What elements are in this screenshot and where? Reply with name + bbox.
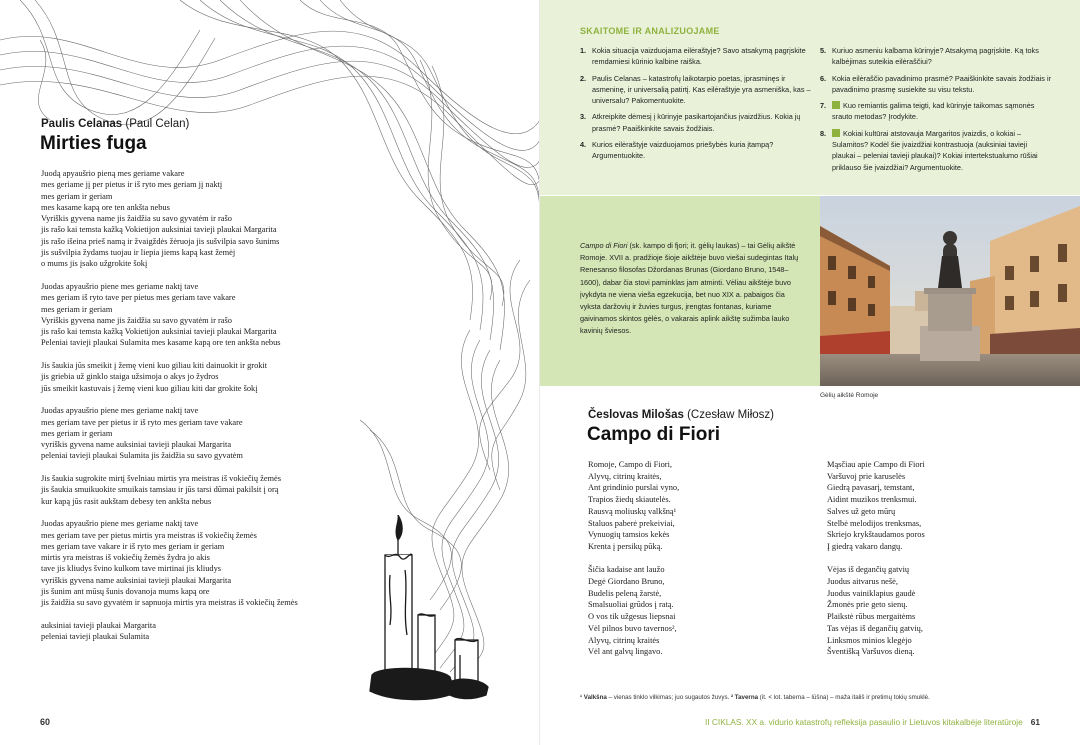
question-number: 4. [580, 140, 587, 150]
questions-column-left [580, 45, 812, 167]
questions-column-right [820, 45, 1052, 178]
question-text: Kuriuo asmeniu kalbama kūrinyje? Atsakymą pagrįskite. Ką toks kalbėjimas suteikia eilėraščiui? [832, 46, 1039, 67]
question-body [592, 111, 812, 134]
poem-author [41, 118, 189, 130]
poem-line: mes geriame jį per pietus ir iš ryto mes geriam jį naktį [41, 180, 223, 190]
poem-title: Mirties fuga [40, 133, 147, 154]
question-text: Paulis Celanas – katastrofų laikotarpio poetas, įprasminęs ir asmeninę, ir universalią patirtį. Kas eilėraštyje yra asmeniška, kas – universalu? Pakomentuokite. [592, 73, 811, 106]
author-name: Paulis Celanas [41, 118, 123, 130]
poem-line: Peleniai tavieji plaukai Sulamita mes kasame kapą ore ten ankšta nebus [41, 338, 281, 348]
poem-line: mes geriam ir geriam [41, 428, 113, 438]
poem-stanza [588, 459, 788, 553]
poem-line: Juodus vainiklapius gaudė [827, 588, 916, 598]
poem-line: mes geriam tave per pietus mirtis yra meistras iš vokiečių žemės [41, 530, 257, 540]
poem-stanza [588, 564, 788, 658]
question-item [580, 45, 812, 68]
poem-line: Jis šaukia jūs smeikit į žemę vieni kuo giliau kiti dainuokit ir grokit [41, 361, 268, 371]
poem-line: Juodą apyaušrio pieną mes geriame vakare [41, 169, 185, 178]
poem2-column-right [827, 459, 1027, 670]
question-item [820, 73, 1052, 96]
poem-line: Budelis peleną žarstė, [588, 588, 662, 598]
author2-original-name: (Czesław Miłosz) [687, 409, 774, 421]
poem-line: peleniai tavieji plaukai Sulamita jis žaidžia su savo gyvatėm [41, 451, 243, 461]
poem-line: Romoje, Campo di Fiori, [588, 460, 672, 469]
question-number: 1. [580, 46, 587, 55]
question-item [820, 128, 1052, 173]
question-number: 3. [580, 112, 587, 122]
question-body [832, 100, 1052, 123]
author-original-name: (Paul Celan) [125, 118, 190, 130]
question-body [592, 139, 812, 162]
candles-illustration [360, 515, 505, 705]
poem-stanza [827, 459, 1027, 553]
poem-line: jūs smeikit kastuvais į žemę vieni kuo giliau kiti dar grokite šokį [41, 383, 258, 393]
poem-line: mes geriam tave vakare ir iš ryto mes geriam ir geriam [41, 541, 225, 551]
poem-line: Šventišką Varšuvos dieną. [827, 647, 915, 657]
poem-stanza [41, 518, 361, 608]
question-body [592, 73, 812, 107]
question-item [580, 139, 812, 162]
footnote-2-term: Taverna [734, 694, 759, 701]
question-item [580, 73, 812, 107]
poem-line: Degė Giordano Bruno, [588, 577, 665, 587]
poem-line: tave jis kliudys švino kulkom tave mirtinai jis kliudys [41, 564, 222, 574]
page-number-right: 61 [1030, 717, 1040, 727]
footnotes: ¹ Valkšna – vienas tinklo vilkimas; juo sugautos žuvys. ² Taverna (it. < lot. taberna – lūšna) – maža itališ ir pretimų tokių smuklė. [580, 694, 930, 701]
question-number: 7. [820, 101, 827, 111]
poem-line: Šičia kadaise ant laužo [588, 565, 665, 575]
poem-line: peleniai tavieji plaukai Sulamita [41, 632, 150, 642]
question-text: Kuo remiantis galima teigti, kad kūrinyje taikomas sąmonės srauto metodas? Įrodykite. [832, 101, 1035, 122]
poem-line: Vynuogių tamsios kekės [588, 530, 670, 540]
questions-heading: SKAITOME IR ANALIZUOJAME [580, 26, 720, 36]
poem-line: jis rašo išeina prieš namą ir žvaigždės žėruoja jis sušvilpia savo šunims [41, 236, 280, 246]
poem-line: Tas vėjas iš degančių gatvių, [827, 623, 923, 633]
poem2-author [588, 409, 774, 421]
poem-line: Smalsuoliai grūdos į ratą. [588, 600, 674, 610]
poem-stanza [41, 281, 361, 349]
poem-line: Juodas apyaušrio piene mes geriame naktį tave [41, 406, 199, 416]
question-number: 2. [580, 73, 587, 83]
poem-line: Plaikstė rūbus mergaitėms [827, 612, 916, 622]
poem-stanza [41, 405, 361, 461]
poem-line: o mums jis įsako užgrokite šokį [41, 259, 148, 269]
poem-line: Rausvą moliuskų valkšną¹ [588, 506, 677, 516]
poem-line: Staluos paberė prekeiviai, [588, 518, 675, 528]
running-footer [705, 717, 1040, 727]
poem-line: O vos tik užgesus liepsnai [588, 612, 676, 622]
info-term: Campo di Fiori [580, 241, 628, 250]
poem-line: kur kapą jūs rasit aukštam debesy ten ankšta nebus [41, 496, 212, 506]
question-text: Kokia eilėraščio pavadinimo prasmė? Paaiškinkite savais žodžiais ir pavadinimo prasmę susiekite su visu tekstu. [832, 73, 1052, 94]
poem-line: Vyriškis gyvena name jis žaidžia su savo gyvatėm ir rašo [41, 214, 232, 224]
poem-stanza [41, 168, 361, 270]
question-text: Atkreipkite dėmesį į kūrinyje pasikartojančius įvaizdžius. Kokia jų prasmė? Paaiškinkite savais žodžiais. [592, 112, 801, 133]
page-number: 60 [40, 717, 51, 727]
footnote-1-text: – vienas tinklo vilkimas; juo sugautos žuvys. [606, 694, 731, 701]
poem-line: jis griebia už ginklo staiga užsimoja o akys jo žydros [41, 372, 219, 382]
poem-stanza [41, 360, 361, 394]
question-number: 8. [820, 128, 827, 138]
poem-line: mes geriam ir geriam [41, 304, 113, 314]
poem-line: jis šunim ant mūsų šunis dovanoja mums kapą ore [41, 586, 210, 596]
poem-line: mes geriam tave per pietus ir iš ryto mes geriam tave vakare [41, 417, 243, 427]
poem-line: mes geriam ir geriam [41, 191, 113, 201]
poem-stanza [41, 473, 361, 507]
question-item [820, 100, 1052, 123]
poem-line: Juodus aitvarus nešė, [827, 577, 898, 587]
poem-stanza [827, 564, 1027, 658]
poem-line: Trapios žiedų skiautelės. [588, 495, 671, 505]
footnote-2-text: (it. < lot. taberna – lūšna) – maža itališ ir pretimų tokių smuklė. [758, 694, 930, 701]
poem-line: Alyvų, citrinų kraitės [588, 635, 660, 645]
poem-line: Salves už geto mūrų [827, 506, 896, 516]
poem-line: Giedrą pavasarį, temstant, [827, 483, 915, 493]
poem-line: Vyriškis gyvena name jis žaidžia su savo gyvatėm ir rašo [41, 315, 232, 325]
chapter-title: II CIKLAS. XX a. vidurio katastrofų refleksija pasaulio ir Lietuvos kitakalbėje literatūroje [705, 717, 1023, 727]
poem-line: Žmonės prie geto sienų. [827, 600, 908, 610]
poem-line: jis sušvilpia žydams tuojau ir liepia jiems kapą kast žemėj [41, 248, 236, 258]
question-item [580, 111, 812, 134]
poem-line: jis žaidžia su savo gyvatėm ir sapnuoja mirtis yra meistras iš vokiečių žemės [41, 598, 298, 608]
poem2-title: Campo di Fiori [587, 424, 720, 445]
poem-line: Mąsčiau apie Campo di Fiori [827, 460, 925, 469]
poem-line: Į giedrą vakaro dangų. [827, 541, 903, 551]
poem-line: Juodas apyaušrio piene mes geriame naktį tave [41, 281, 199, 291]
info-box [540, 196, 820, 386]
footnote-1-term: Valkšna [583, 694, 607, 701]
poem-line: mirtis yra meistras iš vokiečių žemės žydra jo akis [41, 553, 210, 563]
poem-line: mes geriam iš ryto tave per pietus mes geriam tave vakare [41, 293, 236, 303]
poem-line: jis rašo kai temsta kažką Vokietijon auksiniai tavieji plaukai Margarita [41, 225, 277, 235]
poem-line: auksiniai tavieji plaukai Margarita [41, 620, 156, 630]
question-body [832, 128, 1052, 173]
questions-box [540, 0, 1080, 195]
poem-line: Vėl pilnos buvo tavernos², [588, 623, 677, 633]
poem-text [41, 168, 361, 654]
poem-line: mes kasame kapą ore ten ankšta nebus [41, 202, 170, 212]
poem-line: Juodas apyaušrio piene mes geriame naktį tave [41, 519, 199, 529]
poem-line: jis rašo kai temsta kažką Vokietijon auksiniai tavieji plaukai Margarita [41, 327, 277, 337]
author2-name: Česlovas Milošas [588, 409, 684, 421]
question-text: Kokia situacija vaizduojama eilėraštyje? Savo atsakymą pagrįskite remdamiesi kūrinio kalbine raiška. [592, 46, 806, 67]
poem2-column-left [588, 459, 788, 670]
poem-line: Stelbė melodijos trenksmas, [827, 518, 922, 528]
photo-caption: Gėlių aikštė Romoje [820, 392, 879, 399]
question-number: 5. [820, 46, 827, 55]
poem-line: Ant grindinio purslai vyno, [588, 483, 680, 493]
poem-line: Vėjas iš degančių gatvių [827, 565, 910, 575]
question-body [832, 73, 1052, 96]
poem-line: Krenta į persikų pūką. [588, 541, 663, 551]
info-description: (sk. kampo di fjori; it. gėlių laukas) – tai Gėlių aikštė Romoje. XVII a. pradžioje šioje aikštėje buvo viešai sudegintas Italų Renesanso filosofas Džordanas Brunas (Giordano Bruno, 1548–1600), dabar čia stovi paminklas jam atminti. Vėliau aikštėje buvo įvykdyta ne viena vieša egzekucija, bet nuo XIX a. pabaigos čia vyksta daržovių ir žuvies turgus, įrengtas fontanas, kuriame gaivinamos skintos gėlės, o vakarais aplink aikštę sužimba lauko kavinių šviesos. [580, 241, 799, 336]
question-number: 6. [820, 73, 827, 83]
poem-line: Aidint muzikos trenksmui. [827, 495, 917, 505]
poem-line: Vėl ant galvų lingavo. [588, 647, 663, 657]
question-body [592, 45, 812, 68]
poem-line: jis šaukia smuikuokite smuikais tamsiau ir jūs tarsi dūmai pakilsit į orą [41, 485, 279, 495]
poem-stanza [41, 620, 361, 643]
question-text: Kokiai kultūrai atstovauja Margaritos įvaizdis, o kokiai – Sulamitos? Kodėl šie įvaizdžiai kontrastuoja (auksiniai tavieji plaukai – peleniai tavieji plaukai)? Kokiai intertekstualumo rūšiai priklauso šie įvaizdžiai? Argumentuokite. [832, 128, 1038, 172]
critical-thinking-icon [832, 129, 840, 137]
poem-line: Skriejo krykštaudamos poros [827, 530, 925, 540]
poem-line: vyriškis gyvena name auksiniai tavieji plaukai Margarita [41, 575, 232, 585]
question-text: Kurios eilėraštyje vaizduojamos priešybės kuria įtampą? Argumentuokite. [592, 140, 774, 161]
poem-line: Alyvų, citrinų kraitės, [588, 471, 662, 481]
poem-line: Varšuvoj prie karuselės [827, 471, 906, 481]
poem-line: Jis šaukia sugrokite mirtį švelniau mirtis yra meistras iš vokiečių žemės [41, 474, 282, 484]
question-body [832, 45, 1052, 68]
critical-thinking-icon [832, 101, 840, 109]
right-page [540, 0, 1080, 745]
question-item [820, 45, 1052, 68]
campo-di-fiori-photo [820, 196, 1080, 386]
poem-line: Linksmos minios klegėjo [827, 635, 912, 645]
info-text [580, 240, 802, 338]
poem-line: vyriškis gyvena name auksiniai tavieji plaukai Margarita [41, 440, 232, 450]
